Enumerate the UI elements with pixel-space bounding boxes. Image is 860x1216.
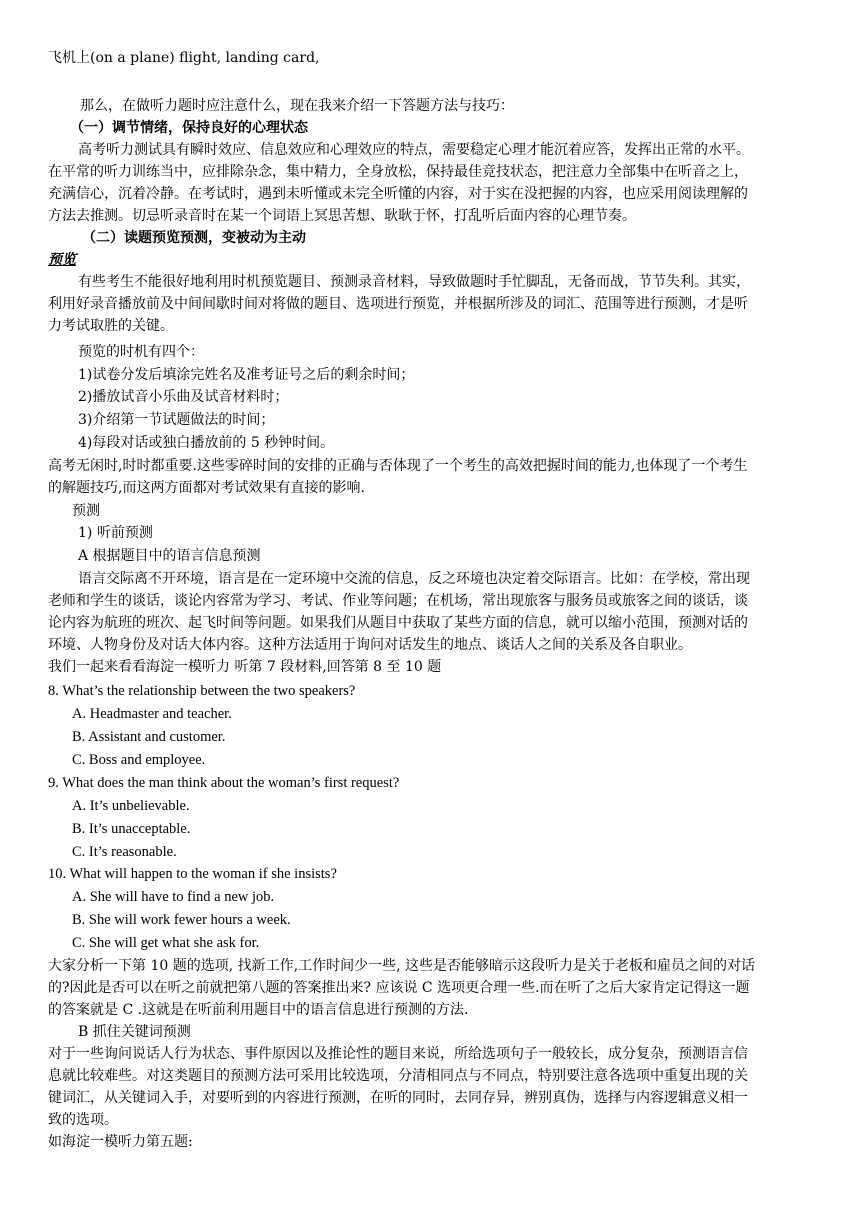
list-item: 1)试卷分发后填涂完姓名及准考证号之后的剩余时间； xyxy=(78,367,415,383)
paragraph-line: 充满信心，沉着冷静。在考试时，遇到未听懂或未完全听懂的内容，对于实在没把握的内容，也应采用阅读理解的 xyxy=(48,186,748,202)
paragraph-line: 息就比较难些。对这类题目的预测方法可采用比较选项，分清相同点与不同点，特别要注意各选项中重复出现的关 xyxy=(48,1068,748,1084)
option-b: B. She will work fewer hours a week. xyxy=(72,912,291,928)
paragraph-line: 的答案就是 C .这就是在听前利用题目中的语言信息进行预测的方法. xyxy=(48,1002,469,1018)
paragraph-line: 高考听力测试具有瞬时效应、信息效应和心理效应的特点，需要稳定心理才能沉着应答，发挥出正常的水平。 xyxy=(78,142,750,158)
paragraph-line: 如海淀一模听力第五题: xyxy=(48,1134,193,1150)
list-item: 2)播放试音小乐曲及试音材料时； xyxy=(78,389,289,405)
paragraph-line: 语言交际离不开环境，语言是在一定环境中交流的信息，反之环境也决定着交际语言。比如：在学校，常出现 xyxy=(78,571,750,587)
section-heading: （一）调节情绪，保持良好的心理状态 xyxy=(70,120,308,136)
paragraph-line: 论内容为航班的班次、起飞时间等问题。如果我们从题目中获取了某些方面的信息，就可以缩小范围，预测对话的 xyxy=(48,615,748,631)
question-10: 10. What will happen to the woman if she insists? xyxy=(48,866,337,882)
list-item: 4)每段对话或独白播放前的 5 秒钟时间。 xyxy=(78,435,335,451)
paragraph-line: 对于一些询问说话人行为状态、事件原因以及推论性的题目来说，所给选项句子一般较长，成分复杂，预测语言信 xyxy=(48,1046,748,1062)
intro-line: 飞机上(on a plane) flight, landing card, xyxy=(48,50,320,66)
option-b: B. It’s unacceptable. xyxy=(72,821,191,837)
option-c: C. She will get what she ask for. xyxy=(72,935,260,951)
paragraph-line: 的?因此是否可以在听之前就把第八题的答案推出来? 应该说 C 选项更合理一些.而在听了之后大家肯定记得这一题 xyxy=(48,980,750,996)
paragraph-line: 方法去推测。切忌听录音时在某一个词语上冥思苦想、耿耿于怀，打乱听后面内容的心理节奏。 xyxy=(48,208,636,224)
paragraph-line: 大家分析一下第 10 题的选项, 找新工作,工作时间少一些, 这些是否能够暗示这段听力是关于老板和雇员之间的对话 xyxy=(48,958,755,974)
option-c: C. It’s reasonable. xyxy=(72,844,177,860)
subheading-predict: 预测 xyxy=(72,503,100,519)
paragraph-line: 高考无闲时,时时都重要.这些零碎时间的安排的正确与否体现了一个考生的高效把握时间的能力,也体现了一个考生 xyxy=(48,458,748,474)
paragraph-line: 利用好录音播放前及中间间歇时间对将做的题目、选项进行预览，并根据所涉及的词汇、范围等进行预测，才是听 xyxy=(48,296,748,312)
option-a: A. Headmaster and teacher. xyxy=(72,706,232,722)
option-a: A. It’s unbelievable. xyxy=(72,798,190,814)
question-9: 9. What does the man think about the woman’s first request? xyxy=(48,775,400,791)
subheading: A 根据题目中的语言信息预测 xyxy=(78,548,261,564)
paragraph-line: 力考试取胜的关键。 xyxy=(48,318,174,334)
subheading-preview: 预览 xyxy=(48,252,76,268)
paragraph-line: 老师和学生的谈话，谈论内容常为学习、考试、作业等问题；在机场，常出现旅客与服务员或旅客之间的谈话，谈 xyxy=(48,593,748,609)
paragraph-line: 的解题技巧,而这两方面都对考试效果有直接的影响. xyxy=(48,480,365,496)
section-heading: （二）读题预览预测，变被动为主动 xyxy=(82,230,306,246)
option-a: A. She will have to find a new job. xyxy=(72,889,275,905)
subheading: B 抓住关键词预测 xyxy=(78,1024,191,1040)
option-b: B. Assistant and customer. xyxy=(72,729,226,745)
paragraph-line: 键词汇，从关键词入手，对要听到的内容进行预测，在听的同时，去同存异，辨别真伪，选择与内容逻辑意义相一 xyxy=(48,1090,748,1106)
list-item: 3)介绍第一节试题做法的时间； xyxy=(78,412,275,428)
option-c: C. Boss and employee. xyxy=(72,752,206,768)
paragraph-line: 我们一起来看看海淀一模听力 听第 7 段材料,回答第 8 至 10 题 xyxy=(48,659,442,675)
paragraph-line: 致的选项。 xyxy=(48,1112,118,1128)
paragraph-line: 有些考生不能很好地利用时机预览题目、预测录音材料，导致做题时手忙脚乱，无备而战，节节失利。其实， xyxy=(78,274,750,290)
paragraph-line: 在平常的听力训练当中，应排除杂念，集中精力，全身放松，保持最佳竞技状态，把注意力全部集中在听音之上， xyxy=(48,164,748,180)
paragraph-line: 那么，在做听力题时应注意什么，现在我来介绍一下答题方法与技巧： xyxy=(80,98,514,114)
question-8: 8. What’s the relationship between the two speakers? xyxy=(48,683,356,699)
paragraph-line: 环境、人物身份及对话大体内容。这种方法适用于询问对话发生的地点、谈话人之间的关系及各自职业。 xyxy=(48,637,692,653)
paragraph-line: 预览的时机有四个： xyxy=(78,344,204,360)
subheading: 1) 听前预测 xyxy=(78,525,153,541)
